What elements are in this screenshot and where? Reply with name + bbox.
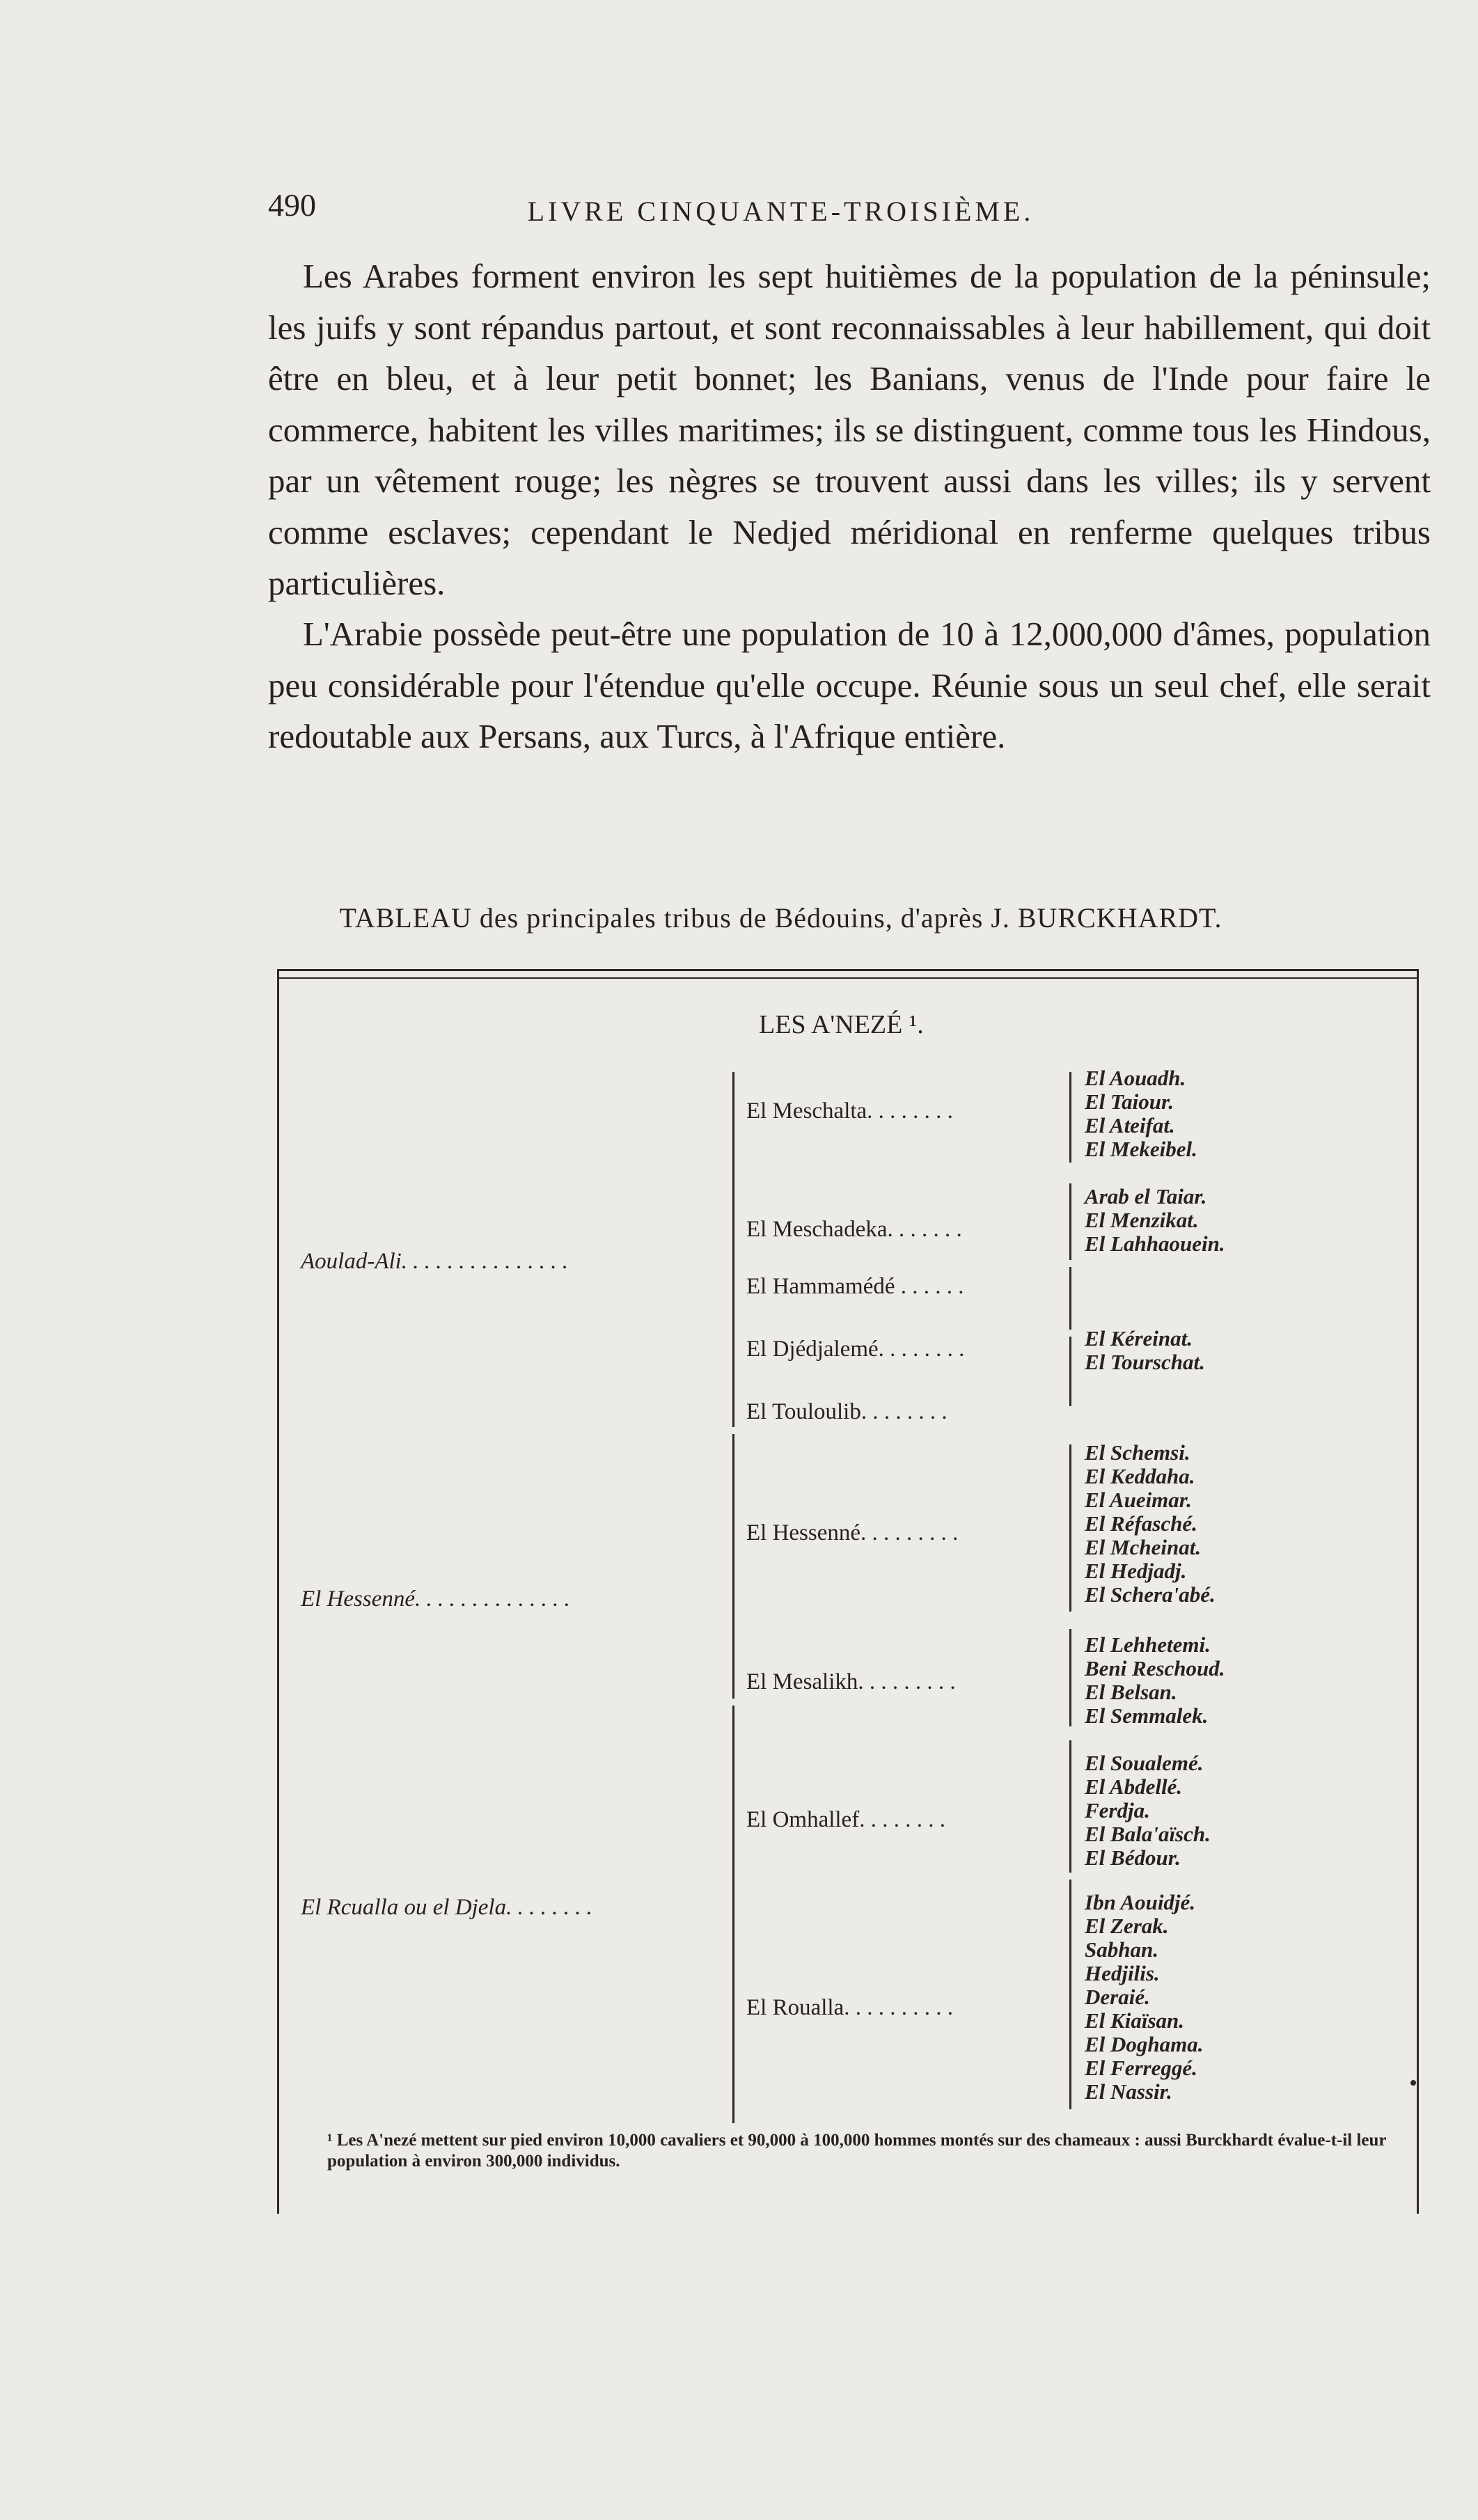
clan: El Doghama. bbox=[1085, 2032, 1204, 2056]
paragraph-1-text: Les Arabes forment environ les sept huitièmes de la population de la péninsule; les juifs y sont répandus partout, et sont reconnaissables à leur habillement, qui doit être en bleu, et à leur petit bonnet; les Banians, venus de l'Inde pour faire le commerce, habitent les villes maritimes; ils se distinguent, comme tous les Hindous, par un vêtement rouge; les nègres se trouvent aussi dans les villes; ils y servent comme esclaves; cependant le Nedjed méridional en renferme quelques tribus particulières. bbox=[268, 257, 1431, 602]
running-head: LIVRE CINQUANTE-TROISIÈME. bbox=[527, 196, 1035, 227]
clan: El Kiaïsan. bbox=[1085, 2008, 1184, 2033]
footnote: ¹ Les A'nezé mettent sur pied environ 10,000 cavaliers et 90,000 à 100,000 hommes montés sur des chameaux : aussi Burckhardt évalue-t-il leur population à environ 300,000 individus. bbox=[327, 2131, 1387, 2171]
mesalikh-brace bbox=[1069, 1629, 1071, 1726]
clan: El Abdellé. bbox=[1085, 1774, 1183, 1799]
clan: Sabhan. bbox=[1085, 1937, 1158, 1962]
clan: Hedjilis. bbox=[1085, 1961, 1160, 1985]
clans-roualla bbox=[1085, 1891, 1204, 2104]
clan: El Schera'abé. bbox=[1085, 1582, 1216, 1607]
paragraph-1 bbox=[268, 251, 1431, 609]
meschadeka-brace bbox=[1069, 1183, 1071, 1260]
clan: El Semmalek. bbox=[1085, 1703, 1209, 1728]
table-top-rule bbox=[277, 969, 1417, 971]
tribe-el-roualla-djela: El Rcualla ou el Djela. . . . . . . . bbox=[301, 1895, 592, 1920]
clan: El Bédour. bbox=[1085, 1845, 1181, 1870]
clan: El Mekeibel. bbox=[1085, 1137, 1197, 1161]
clans-djedjaleme bbox=[1085, 1327, 1205, 1374]
clan: El Zerak. bbox=[1085, 1914, 1169, 1938]
subtribe-roualla: El Roualla. . . . . . . . . . bbox=[746, 1995, 953, 2020]
clan: El Ferreggé. bbox=[1085, 2056, 1197, 2080]
clan: El Tourschat. bbox=[1085, 1350, 1205, 1374]
clan: El Schemsi. bbox=[1085, 1440, 1190, 1465]
subtribe-hammamede: El Hammamédé . . . . . . bbox=[746, 1274, 964, 1299]
clan: El Mcheinat. bbox=[1085, 1535, 1202, 1559]
clan: El Soualemé. bbox=[1085, 1751, 1204, 1775]
clans-meschadeka bbox=[1085, 1185, 1225, 1256]
clan: El Hedjadj. bbox=[1085, 1559, 1187, 1583]
clan: El Réfasché. bbox=[1085, 1511, 1197, 1536]
djedjaleme-brace bbox=[1069, 1337, 1071, 1406]
clan: El Aueimar. bbox=[1085, 1488, 1192, 1512]
ink-dot bbox=[1410, 2080, 1416, 2086]
subtribe-mesalikh: El Mesalikh. . . . . . . . . bbox=[746, 1669, 956, 1694]
omhallef-brace bbox=[1069, 1740, 1071, 1873]
clan: El Belsan. bbox=[1085, 1680, 1177, 1704]
roualla-brace bbox=[1069, 1880, 1071, 2109]
clan: El Ateifat. bbox=[1085, 1113, 1175, 1137]
aoulad-ali-brace bbox=[732, 1072, 734, 1427]
clans-mesalikh bbox=[1085, 1633, 1225, 1728]
clan: El Taiour. bbox=[1085, 1089, 1174, 1114]
paragraph-2 bbox=[268, 608, 1431, 762]
table-top-rule-thin bbox=[277, 977, 1417, 979]
el-roualla-brace bbox=[732, 1706, 734, 2123]
el-hessenne-brace bbox=[732, 1434, 734, 1699]
hammamede-brace bbox=[1069, 1267, 1071, 1330]
clan: Ferdja. bbox=[1085, 1798, 1150, 1822]
tribe-aoulad-ali: Aoulad-Ali. . . . . . . . . . . . . . . bbox=[301, 1249, 569, 1274]
subtribe-omhallef: El Omhallef. . . . . . . . bbox=[746, 1807, 945, 1832]
clan: Beni Reschoud. bbox=[1085, 1656, 1225, 1680]
table-title: TABLEAU des principales tribus de Bédouins, d'après J. BURCKHARDT. bbox=[339, 902, 1223, 934]
hessenne-brace bbox=[1069, 1444, 1071, 1612]
subtribe-meschadeka: El Meschadeka. . . . . . . bbox=[746, 1217, 962, 1242]
clan: Arab el Taiar. bbox=[1085, 1184, 1207, 1208]
clan: El Kéreinat. bbox=[1085, 1326, 1193, 1350]
paragraph-2-text: L'Arabie possède peut-être une population de 10 à 12,000,000 d'âmes, population peu considérable pour l'étendue qu'elle occupe. Réunie sous un seul chef, elle serait redoutable aux Persans, aux Turcs, à l'Afrique entière. bbox=[268, 615, 1431, 755]
clan: El Lahhaouein. bbox=[1085, 1231, 1225, 1256]
clan: El Aouadh. bbox=[1085, 1066, 1186, 1090]
page-number: 490 bbox=[268, 187, 316, 223]
clan: Ibn Aouidjé. bbox=[1085, 1890, 1196, 1914]
group-title: LES A'NEZÉ ¹. bbox=[759, 1010, 924, 1039]
clan: El Bala'aïsch. bbox=[1085, 1822, 1211, 1846]
tribe-el-hessenne: El Hessenné. . . . . . . . . . . . . . bbox=[301, 1586, 570, 1612]
clan: El Lehhetemi. bbox=[1085, 1632, 1211, 1657]
subtribe-djedjaleme: El Djédjalemé. . . . . . . . bbox=[746, 1337, 965, 1362]
subtribe-touloulib: El Touloulib. . . . . . . . bbox=[746, 1399, 948, 1424]
subtribe-hessenne: El Hessenné. . . . . . . . . bbox=[746, 1520, 959, 1545]
subtribe-meschalta: El Meschalta. . . . . . . . bbox=[746, 1098, 953, 1124]
clans-meschalta bbox=[1085, 1066, 1197, 1161]
clan: El Keddaha. bbox=[1085, 1464, 1195, 1488]
clan: El Menzikat. bbox=[1085, 1208, 1199, 1232]
meschalta-brace bbox=[1069, 1072, 1071, 1163]
clan: Deraié. bbox=[1085, 1985, 1150, 2009]
clans-hessenne bbox=[1085, 1441, 1216, 1607]
clan: El Nassir. bbox=[1085, 2079, 1172, 2104]
clans-omhallef bbox=[1085, 1751, 1211, 1870]
